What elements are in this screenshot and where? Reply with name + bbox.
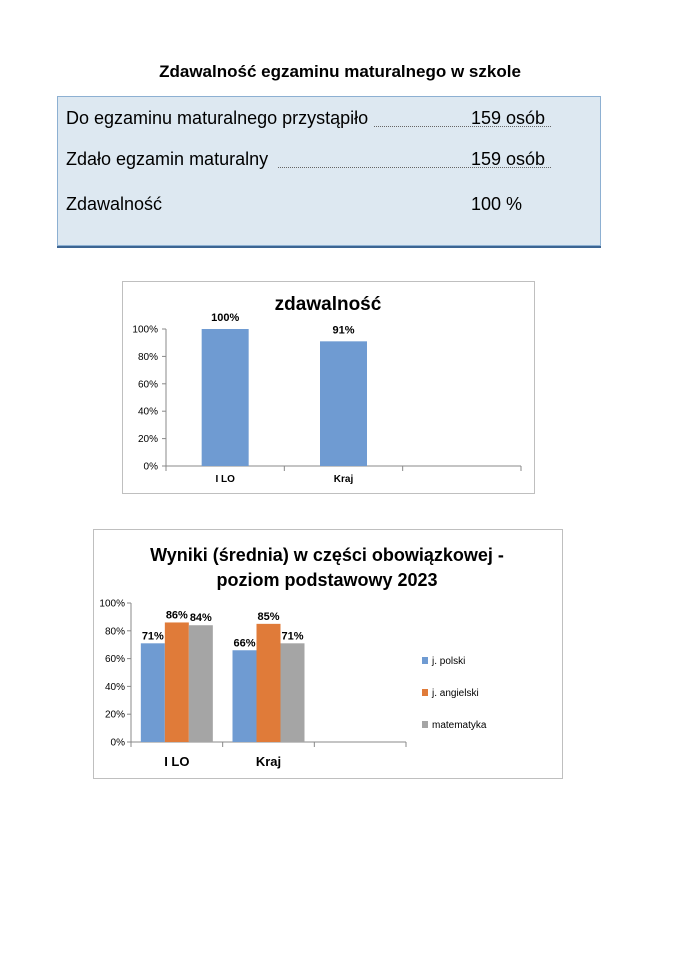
- y-tick-label: 40%: [104, 681, 125, 693]
- chart-title-line: Wyniki (średnia) w części obowiązkowej -: [150, 545, 504, 565]
- data-label: 85%: [257, 610, 280, 623]
- legend-swatch: [422, 689, 428, 696]
- data-label: 100%: [211, 312, 240, 324]
- summary-value: 100 %: [471, 194, 523, 214]
- summary-label: Zdawalność: [66, 194, 163, 214]
- y-tick-label: 80%: [137, 351, 158, 363]
- y-tick-label: 80%: [104, 626, 125, 638]
- y-tick-label: 60%: [137, 379, 158, 391]
- data-label: 84%: [189, 612, 212, 625]
- page-title: Zdawalność egzaminu maturalnego w szkole: [159, 62, 521, 81]
- x-tick-label: I LO: [215, 474, 235, 485]
- bar: [320, 341, 367, 466]
- bar: [165, 622, 189, 742]
- y-tick-label: 60%: [104, 654, 125, 666]
- bar: [189, 625, 213, 742]
- y-tick-label: 0%: [110, 737, 125, 749]
- data-label: 66%: [233, 637, 256, 650]
- results-chart: [93, 529, 563, 779]
- data-label: 91%: [332, 324, 355, 337]
- x-tick-label: Kraj: [333, 474, 354, 485]
- legend-label: j. angielski: [432, 688, 479, 699]
- summary-value: 159 osób: [471, 108, 546, 128]
- legend-swatch: [422, 721, 428, 728]
- bar: [233, 650, 257, 742]
- summary-row-participants: [66, 108, 546, 132]
- y-tick-label: 0%: [143, 461, 158, 473]
- summary-label: Do egzaminu maturalnego przystąpiło: [66, 108, 369, 128]
- y-tick-label: 100%: [132, 324, 158, 336]
- pass-rate-chart: [122, 281, 535, 494]
- x-tick-label: Kraj: [255, 754, 282, 769]
- summary-row-passed: [66, 149, 546, 173]
- summary-box: [57, 96, 601, 246]
- bar: [202, 329, 249, 466]
- bar: [281, 643, 305, 742]
- pass-rate-chart-svg: [123, 282, 534, 493]
- data-label: 86%: [165, 609, 188, 622]
- summary-row-pass-rate: [66, 194, 546, 218]
- chart-title-line: poziom podstawowy 2023: [216, 570, 438, 590]
- y-tick-label: 100%: [99, 598, 125, 610]
- summary-label: Zdało egzamin maturalny: [66, 149, 269, 169]
- y-tick-label: 20%: [137, 434, 158, 446]
- bar: [141, 643, 165, 742]
- y-tick-label: 40%: [137, 406, 158, 418]
- bar: [257, 624, 281, 742]
- legend-swatch: [422, 657, 428, 664]
- data-label: 71%: [281, 630, 304, 643]
- legend-label: matematyka: [432, 720, 487, 731]
- x-tick-label: I LO: [164, 754, 190, 769]
- summary-value: 159 osób: [471, 149, 546, 169]
- chart-title: zdawalność: [274, 294, 382, 315]
- y-tick-label: 20%: [104, 709, 125, 721]
- data-label: 71%: [141, 630, 164, 643]
- legend-label: j. polski: [432, 656, 466, 667]
- results-chart-svg: [94, 530, 562, 778]
